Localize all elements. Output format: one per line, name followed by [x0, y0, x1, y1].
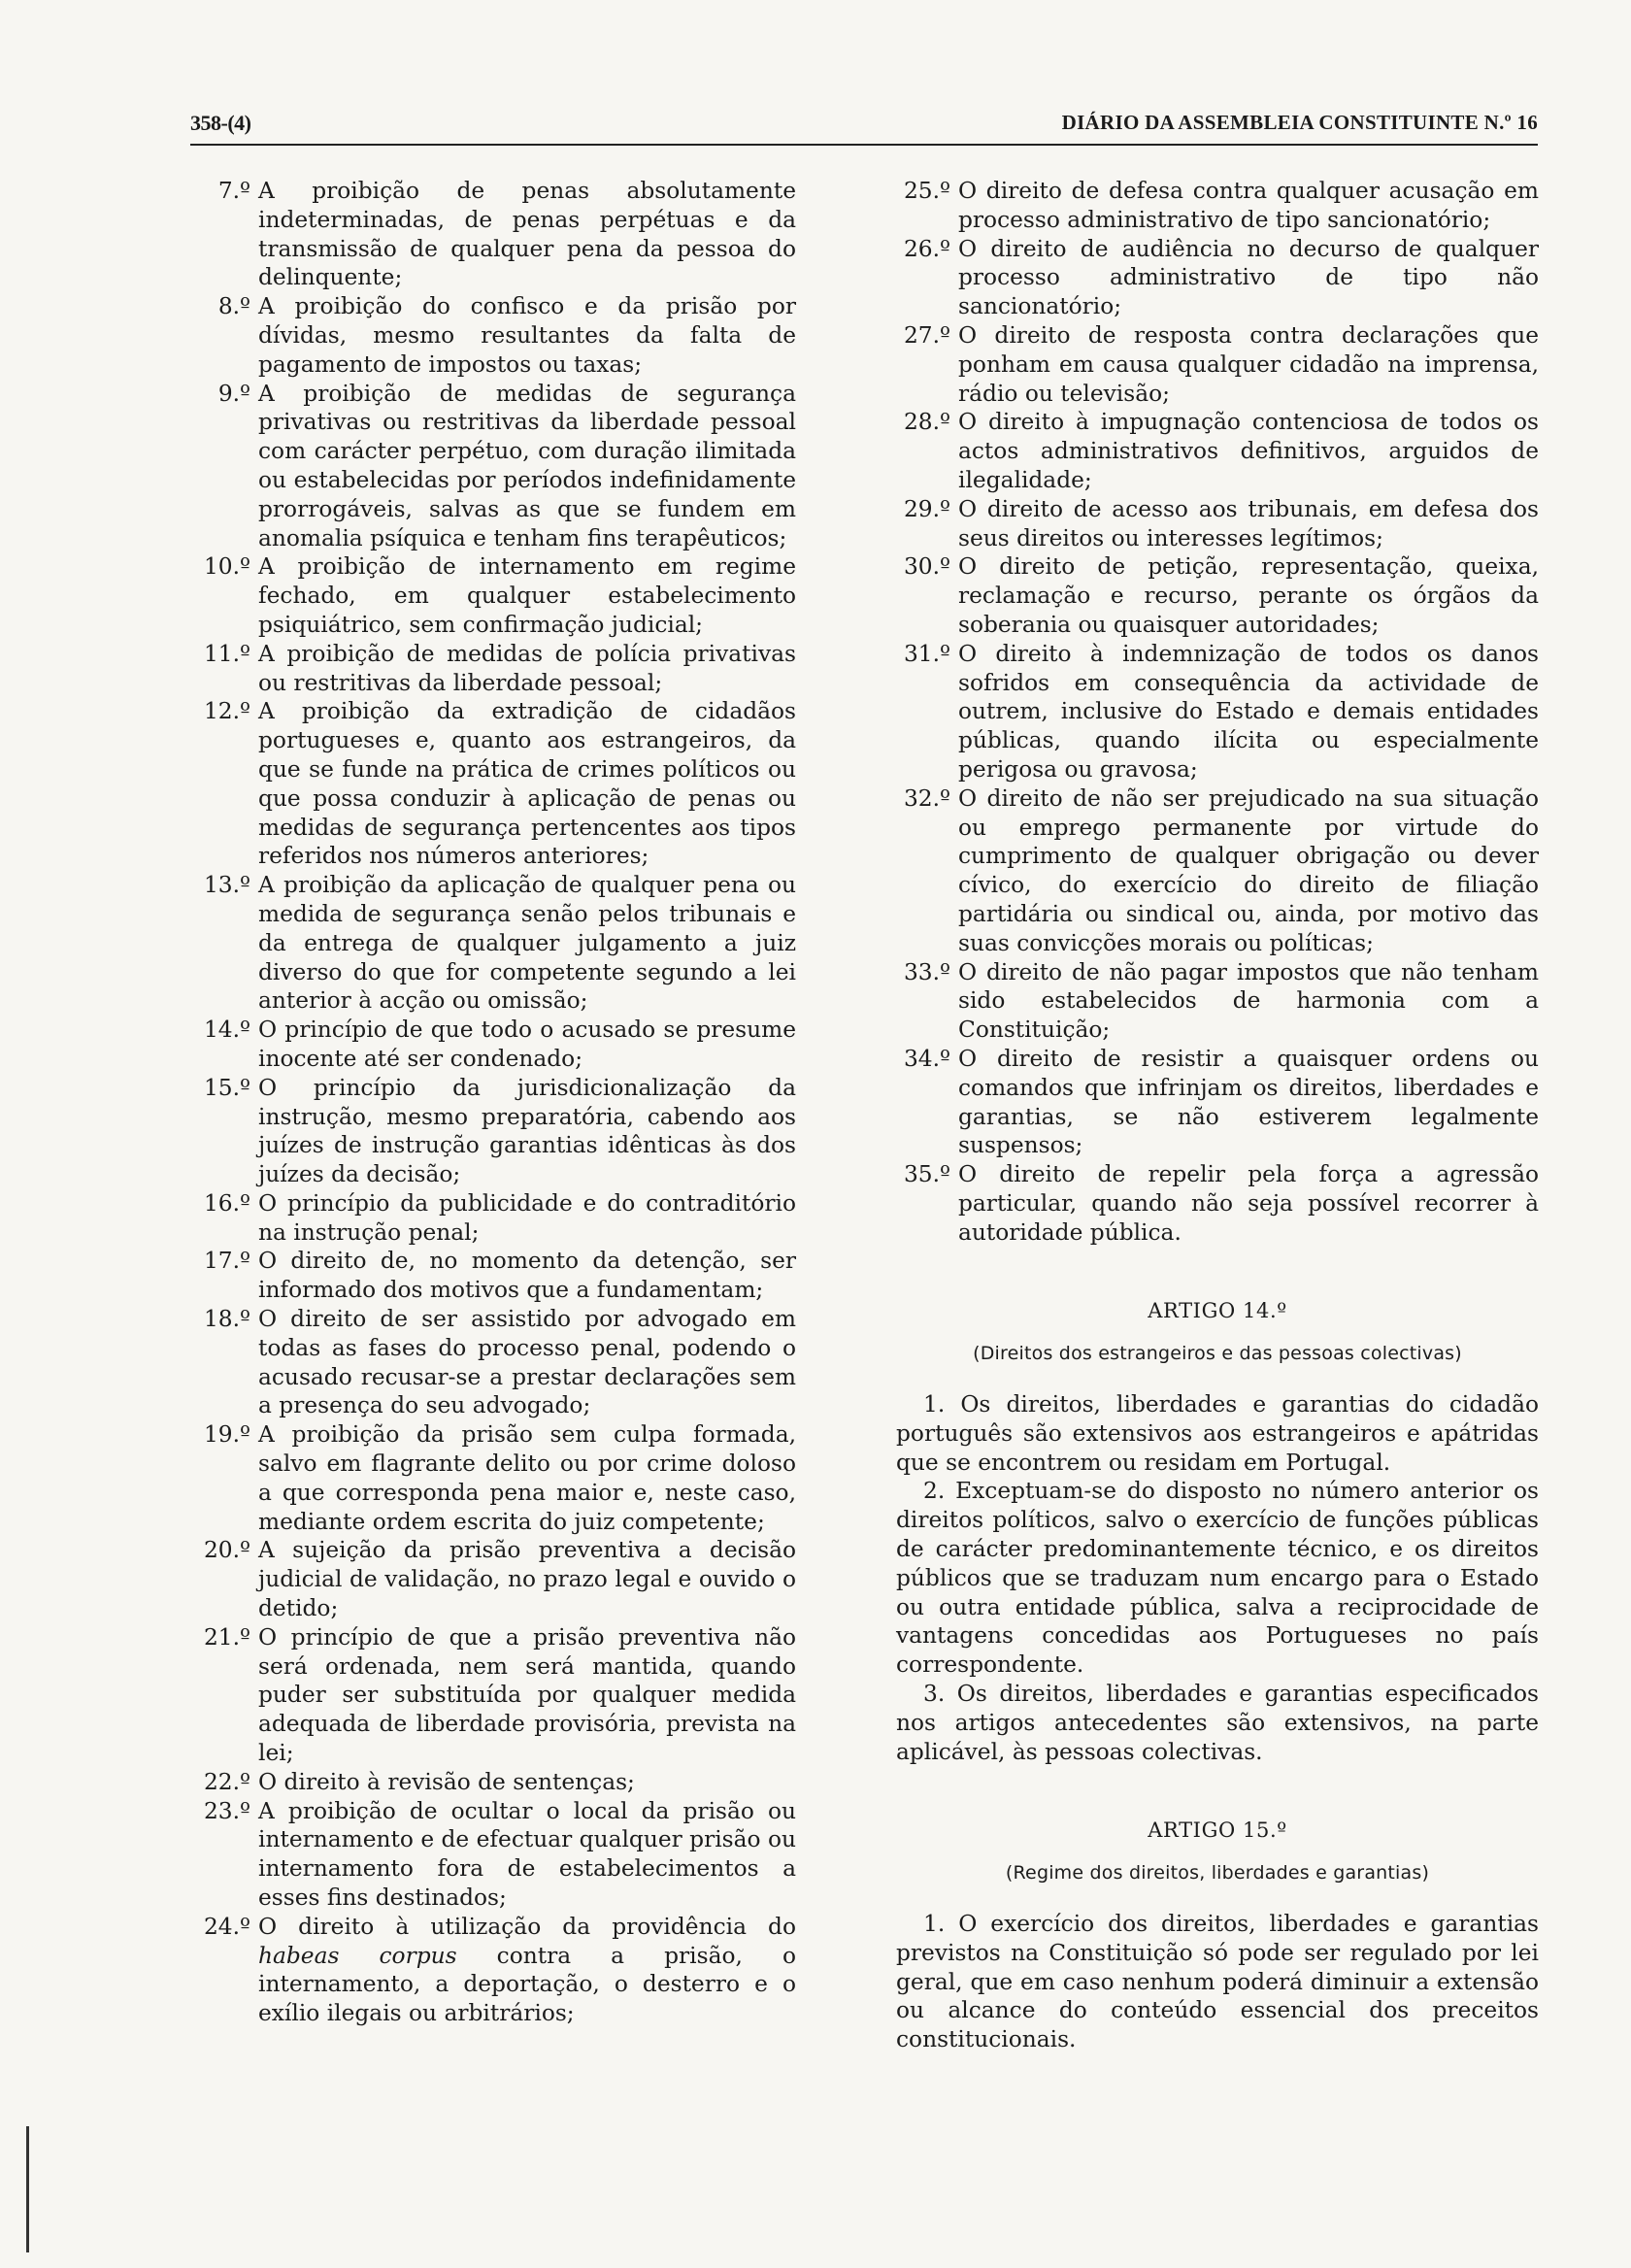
- item-number: 30.º: [903, 553, 950, 581]
- item-text: O direito de audiência no decurso de qualquer processo administrativo de tipo não sancionatório;: [958, 235, 1539, 320]
- item-number: 28.º: [903, 409, 950, 436]
- item-number: 25.º: [903, 178, 950, 204]
- item-text: O direito à revisão de sentenças;: [258, 1768, 635, 1795]
- article-heading: ARTIGO 14.º: [1148, 1299, 1287, 1323]
- right-column: [896, 177, 1539, 2054]
- list-item: [190, 1074, 796, 1189]
- item-text: O direito de defesa contra qualquer acusação em processo administrativo de tipo sancionatório;: [958, 178, 1539, 233]
- scan-margin-line: [26, 2126, 29, 2252]
- item-number: 33.º: [903, 958, 950, 985]
- page-header: [190, 111, 1538, 146]
- list-item: [190, 640, 796, 698]
- item-number: 17.º: [203, 1248, 250, 1275]
- item-number: 35.º: [903, 1161, 950, 1188]
- item-text: A proibição de penas absolutamente indeterminadas, de penas perpétuas e da transmissão de qualquer pena da pessoa do delinquente;: [258, 178, 796, 291]
- item-text: A proibição de medidas de segurança privativas ou restritivas da liberdade pessoal com carácter perpétuo, com duração ilimitada ou estabelecidas por períodos indefinidamente prorrogáveis, salvas as que se fundem em anomalia psíquica e tenham fins terapêuticos;: [258, 380, 796, 551]
- item-number: 9.º: [217, 380, 250, 407]
- item-text: O direito de ser assistido por advogado em todas as fases do processo penal, podendo o acusado recusar-se a prestar declarações sem a presença do seu advogado;: [258, 1306, 796, 1419]
- list-item: [190, 1189, 796, 1248]
- item-number: 32.º: [903, 784, 950, 812]
- list-item: [896, 321, 1539, 408]
- item-text: O direito à impugnação contenciosa de todos os actos administrativos definitivos, arguidos de ilegalidade;: [958, 409, 1539, 493]
- item-text: [258, 1913, 796, 2028]
- list-item: [896, 784, 1539, 958]
- list-item: [190, 1305, 796, 1420]
- item-text: O direito de não ser prejudicado na sua situação ou emprego permanente por virtude do cumprimento de qualquer obrigação ou dever cívico, do exercício do direito de filiação partidária ou sindical ou, ainda, por motivo das suas convicções morais ou políticas;: [958, 784, 1539, 956]
- left-column: [190, 177, 796, 2028]
- item-text: A proibição de medidas de polícia privativas ou restritivas da liberdade pessoal;: [258, 640, 796, 696]
- list-item: [190, 1623, 796, 1768]
- item-text: O direito de petição, representação, queixa, reclamação e recurso, perante os órgãos da soberania ou quaisquer autoridades;: [958, 553, 1539, 638]
- item-number: 31.º: [903, 640, 950, 667]
- item-number: 13.º: [203, 872, 250, 899]
- item-text-italic: habeas corpus: [258, 1942, 457, 1969]
- item-text: O direito de não pagar impostos que não tenham sido estabelecidos de harmonia com a Constituição;: [958, 958, 1539, 1044]
- item-text: O princípio de que a prisão preventiva não será ordenada, nem será mantida, quando puder ser substituída por qualquer medida adequada de liberdade provisória, prevista na lei;: [258, 1623, 796, 1767]
- item-text: O direito de acesso aos tribunais, em defesa dos seus direitos ou interesses legítimos;: [958, 495, 1539, 551]
- list-item: [190, 1016, 796, 1074]
- item-number: 8.º: [217, 293, 250, 320]
- list-item: [190, 380, 796, 553]
- item-text: O direito de resistir a quaisquer ordens ou comandos que infrinjam os direitos, liberdades e garantias, se não estiverem legalmente suspensos;: [958, 1045, 1539, 1159]
- list-item: [896, 552, 1539, 639]
- item-number: 18.º: [203, 1306, 250, 1333]
- list-item: [190, 1536, 796, 1622]
- item-number: 11.º: [203, 640, 250, 667]
- article-body: [896, 1390, 1539, 1766]
- article-subtitle: (Regime dos direitos, liberdades e garantias): [1005, 1862, 1430, 1884]
- list-item: [896, 235, 1539, 321]
- item-number: 24.º: [203, 1913, 250, 1940]
- item-text: A proibição de ocultar o local da prisão ou internamento e de efectuar qualquer prisão ou internamento fora de estabelecimentos a esses fins destinados;: [258, 1797, 796, 1912]
- list-item: [190, 1797, 796, 1913]
- list-item: [896, 177, 1539, 235]
- list-item: [190, 292, 796, 379]
- item-text: A proibição da extradição de cidadãos portugueses e, quanto aos estrangeiros, da que se funde na prática de crimes políticos ou que possa conduzir à aplicação de penas ou medidas de segurança pertencentes aos tipos referidos nos números anteriores;: [258, 698, 796, 870]
- item-text-after: contra a prisão, o internamento, a deportação, o desterro e o exílio ilegais ou arbitrários;: [258, 1942, 796, 2027]
- list-item: [190, 1913, 796, 2028]
- list-item: [896, 1045, 1539, 1160]
- list-item: [190, 177, 796, 292]
- item-number: 34.º: [903, 1045, 950, 1072]
- item-text: O direito de repelir pela força a agressão particular, quando não seja possível recorrer à autoridade pública.: [958, 1161, 1539, 1246]
- article-paragraph: 1. Os direitos, liberdades e garantias do cidadão português são extensivos aos estrangeiros e apátridas que se encontrem ou residam em Portugal.: [896, 1391, 1539, 1476]
- publication-title: DIÁRIO DA ASSEMBLEIA CONSTITUINTE N.º 16: [1061, 111, 1538, 134]
- item-number: 19.º: [203, 1421, 250, 1449]
- list-item: [190, 1247, 796, 1305]
- item-text: A sujeição da prisão preventiva a decisão judicial de validação, no prazo legal e ouvido o detido;: [258, 1537, 796, 1622]
- item-number: 16.º: [203, 1189, 250, 1217]
- item-text: A proibição do confisco e da prisão por dívidas, mesmo resultantes da falta de pagamento de impostos ou taxas;: [258, 293, 796, 378]
- item-text: A proibição da prisão sem culpa formada, salvo em flagrante delito ou por crime doloso a que corresponda pena maior e, neste caso, mediante ordem escrita do juiz competente;: [258, 1421, 796, 1535]
- list-item: [896, 408, 1539, 494]
- list-item: [896, 1160, 1539, 1247]
- article-paragraph: 2. Exceptuam-se do disposto no número anterior os direitos políticos, salvo o exercício de funções públicas de carácter predominantemente técnico, e os direitos públicos que se traduzam num encargo para o Estado ou outra entidade pública, salva a reciprocidade de vantagens concedidas aos Portugueses no país correspondente.: [896, 1478, 1539, 1679]
- item-number: 7.º: [217, 178, 250, 204]
- list-item: [896, 495, 1539, 553]
- list-item: [190, 1768, 796, 1797]
- item-number: 26.º: [903, 235, 950, 262]
- item-number: 10.º: [203, 553, 250, 581]
- list-item: [190, 697, 796, 871]
- list-item: [896, 958, 1539, 1045]
- item-text: O princípio da publicidade e do contraditório na instrução penal;: [258, 1189, 796, 1246]
- item-number: 15.º: [203, 1074, 250, 1101]
- item-text: O direito à indemnização de todos os danos sofridos em consequência da actividade de outrem, inclusive do Estado e demais entidades públicas, quando ilícita ou especialmente perigosa ou gravosa;: [958, 640, 1539, 783]
- item-number: 12.º: [203, 698, 250, 725]
- item-text: A proibição de internamento em regime fechado, em qualquer estabelecimento psiquiátrico, sem confirmação judicial;: [258, 553, 796, 638]
- item-number: 27.º: [903, 321, 950, 349]
- item-number: 20.º: [203, 1537, 250, 1564]
- list-item: [190, 871, 796, 1016]
- article-subtitle: (Direitos dos estrangeiros e das pessoas colectivas): [973, 1343, 1462, 1365]
- list-item: [190, 552, 796, 639]
- list-item: [896, 640, 1539, 784]
- item-number: 21.º: [203, 1623, 250, 1651]
- item-text-before: O direito à utilização da providência do: [258, 1913, 796, 1940]
- list-item: [190, 1420, 796, 1536]
- article-body: [896, 1910, 1539, 2054]
- article-heading: ARTIGO 15.º: [1148, 1818, 1287, 1843]
- item-number: 23.º: [203, 1797, 250, 1824]
- item-number: 22.º: [203, 1768, 250, 1795]
- item-text: O direito de, no momento da detenção, ser informado dos motivos que a fundamentam;: [258, 1248, 796, 1304]
- item-number: 29.º: [903, 495, 950, 522]
- article-paragraph: 3. Os direitos, liberdades e garantias especificados nos artigos antecedentes são extensivos, na parte aplicável, às pessoas colectivas.: [896, 1681, 1539, 1765]
- item-text: A proibição da aplicação de qualquer pena ou medida de segurança senão pelos tribunais e da entrega de qualquer julgamento a juiz diverso do que for competente segundo a lei anterior à acção ou omissão;: [258, 872, 796, 1015]
- article-paragraph: 1. O exercício dos direitos, liberdades e garantias previstos na Constituição só pode ser regulado por lei geral, que em caso nenhum poderá diminuir a extensão ou alcance do conteúdo essencial dos preceitos constitucionais.: [896, 1911, 1539, 2053]
- item-number: 14.º: [203, 1017, 250, 1044]
- item-text: O princípio de que todo o acusado se presume inocente até ser condenado;: [258, 1017, 796, 1072]
- item-text: O direito de resposta contra declarações que ponham em causa qualquer cidadão na imprensa, rádio ou televisão;: [958, 321, 1539, 407]
- page-number: 358-(4): [190, 111, 251, 135]
- item-text: O princípio da jurisdicionalização da instrução, mesmo preparatória, cabendo aos juízes de instrução garantias idênticas às dos juízes da decisão;: [258, 1074, 796, 1188]
